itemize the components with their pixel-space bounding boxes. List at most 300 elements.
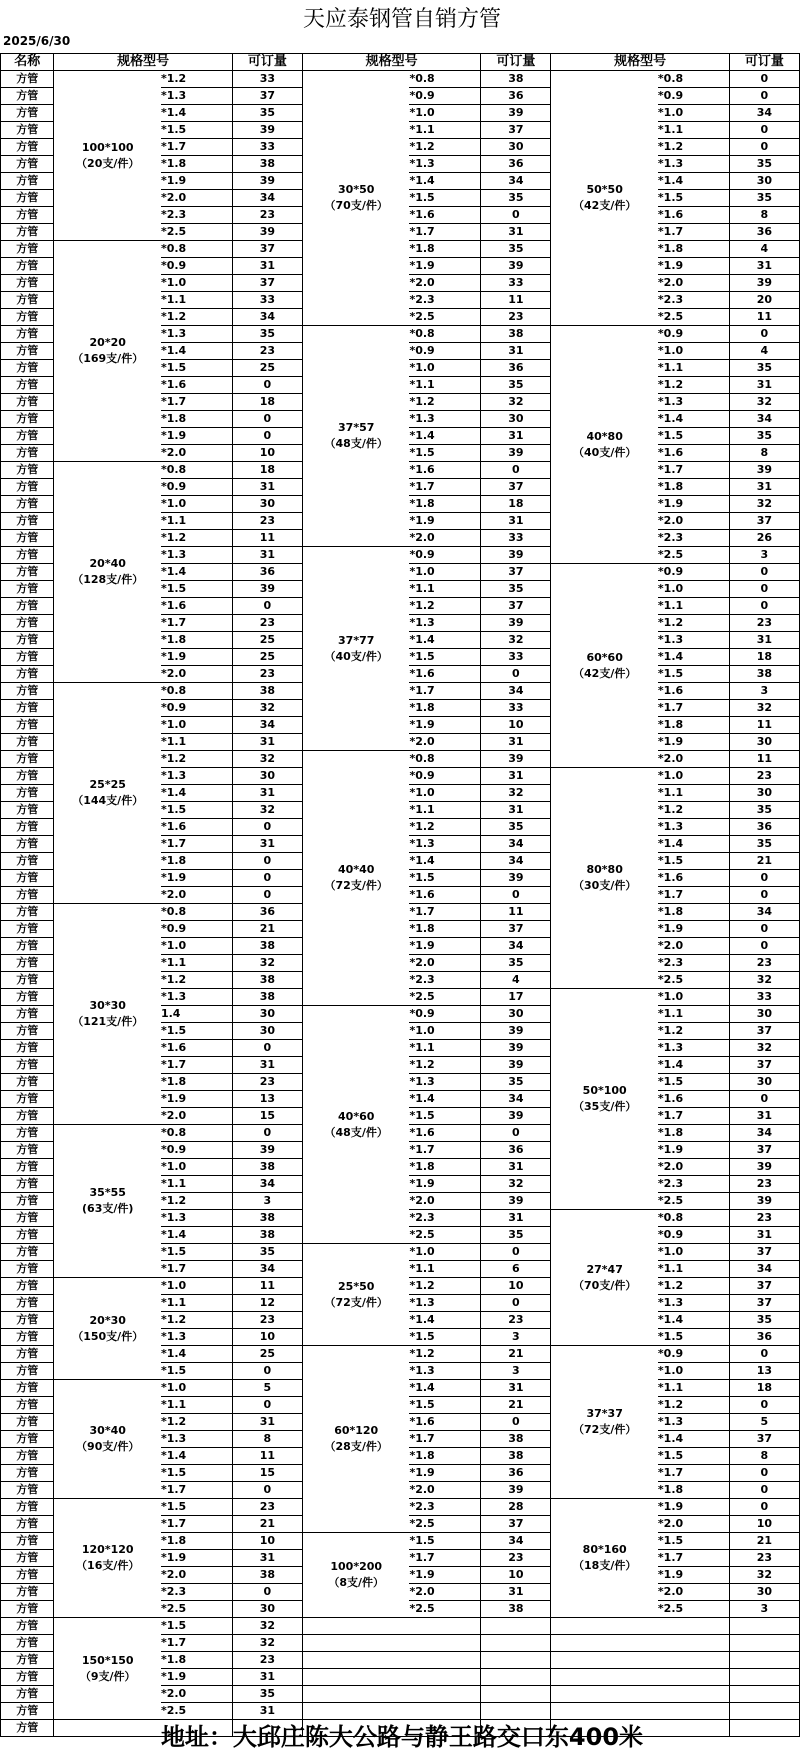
thickness-cell: *1.0	[658, 343, 729, 360]
quantity-cell: 31	[232, 734, 302, 751]
thickness-cell: *1.4	[409, 853, 480, 870]
quantity-cell: 30	[481, 411, 551, 428]
quantity-cell: 26	[729, 530, 799, 547]
quantity-cell: 11	[232, 1278, 302, 1295]
header-spec: 规格型号	[551, 54, 729, 71]
quantity-cell: 31	[481, 1584, 551, 1601]
thickness-cell: *2.3	[658, 955, 729, 972]
thickness-cell: *1.7	[658, 462, 729, 479]
thickness-cell: *2.0	[161, 190, 232, 207]
quantity-cell: 4	[729, 241, 799, 258]
empty-cell	[409, 1635, 480, 1652]
row-name-cell: 方管	[1, 1074, 54, 1091]
thickness-cell: *1.1	[658, 360, 729, 377]
thickness-cell: *1.9	[409, 938, 480, 955]
thickness-cell: *1.6	[161, 1040, 232, 1057]
quantity-cell: 39	[232, 581, 302, 598]
quantity-cell: 4	[729, 343, 799, 360]
thickness-cell: *1.8	[409, 241, 480, 258]
thickness-cell: *1.2	[658, 1023, 729, 1040]
empty-cell	[551, 1635, 658, 1652]
thickness-cell: *1.5	[658, 1074, 729, 1091]
quantity-cell: 30	[729, 1074, 799, 1091]
quantity-cell: 34	[481, 1533, 551, 1550]
spec-pack: （18支/件）	[573, 1559, 637, 1572]
quantity-cell: 0	[232, 1125, 302, 1142]
quantity-cell: 0	[729, 921, 799, 938]
quantity-cell: 31	[232, 1703, 302, 1720]
quantity-cell: 31	[232, 1669, 302, 1686]
thickness-cell: *1.3	[658, 394, 729, 411]
row-name-cell: 方管	[1, 224, 54, 241]
thickness-cell: *1.0	[658, 989, 729, 1006]
quantity-cell: 18	[729, 1380, 799, 1397]
thickness-cell: *2.5	[658, 547, 729, 564]
thickness-cell: *1.5	[161, 1499, 232, 1516]
spec-size: 35*55	[89, 1186, 126, 1199]
quantity-cell: 0	[232, 819, 302, 836]
table-header-row	[1, 54, 800, 71]
row-name-cell: 方管	[1, 836, 54, 853]
spec-size: 27*47	[586, 1262, 623, 1276]
quantity-cell: 37	[729, 1244, 799, 1261]
quantity-cell: 35	[481, 581, 551, 598]
thickness-cell: *1.9	[658, 1567, 729, 1584]
row-name-cell: 方管	[1, 1567, 54, 1584]
thickness-cell: *0.9	[161, 1142, 232, 1159]
quantity-cell: 32	[481, 632, 551, 649]
thickness-cell: *2.3	[409, 1499, 480, 1516]
spec-size: 80*80	[586, 863, 623, 876]
thickness-cell: *2.5	[658, 972, 729, 989]
quantity-cell: 23	[481, 309, 551, 326]
quantity-cell: 0	[729, 1499, 799, 1516]
quantity-cell: 0	[729, 1482, 799, 1499]
row-name-cell: 方管	[1, 1312, 54, 1329]
quantity-cell: 18	[481, 496, 551, 513]
thickness-cell: *1.9	[658, 734, 729, 751]
row-name-cell: 方管	[1, 1227, 54, 1244]
thickness-cell: *1.0	[658, 1244, 729, 1261]
quantity-cell: 0	[232, 411, 302, 428]
spec-group-label	[551, 768, 658, 989]
quantity-cell: 23	[729, 1176, 799, 1193]
spec-size: 40*60	[338, 1109, 375, 1123]
quantity-cell: 32	[729, 700, 799, 717]
thickness-cell: *1.4	[409, 632, 480, 649]
thickness-cell: *1.8	[409, 700, 480, 717]
spec-group-label	[302, 1346, 409, 1533]
quantity-cell: 8	[729, 207, 799, 224]
spec-size: 37*77	[338, 633, 375, 647]
thickness-cell: *1.4	[409, 1091, 480, 1108]
row-name-cell: 方管	[1, 1584, 54, 1601]
thickness-cell: *1.3	[658, 1414, 729, 1431]
quantity-cell: 32	[729, 972, 799, 989]
thickness-cell: *2.3	[161, 207, 232, 224]
quantity-cell: 30	[232, 1023, 302, 1040]
thickness-cell: *1.9	[409, 258, 480, 275]
quantity-cell: 34	[481, 683, 551, 700]
quantity-cell: 21	[232, 1516, 302, 1533]
quantity-cell: 31	[729, 632, 799, 649]
spec-pack: （40支/件）	[573, 445, 637, 459]
spec-size: 25*25	[89, 778, 126, 791]
row-name-cell: 方管	[1, 1703, 54, 1720]
thickness-cell: *2.0	[409, 1482, 480, 1499]
row-name-cell: 方管	[1, 326, 54, 343]
quantity-cell: 11	[729, 717, 799, 734]
spec-size: 120*120	[81, 1543, 134, 1556]
quantity-cell: 5	[232, 1380, 302, 1397]
thickness-cell: 1.4	[161, 1006, 232, 1023]
quantity-cell: 3	[729, 683, 799, 700]
thickness-cell: *1.6	[409, 207, 480, 224]
thickness-cell: *1.6	[658, 870, 729, 887]
quantity-cell: 31	[232, 785, 302, 802]
spec-group-label	[302, 751, 409, 1006]
row-name-cell: 方管	[1, 139, 54, 156]
quantity-cell: 21	[232, 921, 302, 938]
thickness-cell: *0.8	[161, 904, 232, 921]
date-label: 2025/6/30	[3, 34, 71, 48]
thickness-cell: *1.2	[409, 819, 480, 836]
thickness-cell: *1.7	[409, 1550, 480, 1567]
thickness-cell: *0.9	[409, 1006, 480, 1023]
thickness-cell: *1.0	[658, 1363, 729, 1380]
thickness-cell: *1.5	[161, 1618, 232, 1635]
thickness-cell: *1.2	[658, 1278, 729, 1295]
spec-size: 25*50	[338, 1279, 375, 1293]
thickness-cell: *0.9	[658, 326, 729, 343]
row-name-cell: 方管	[1, 1414, 54, 1431]
quantity-cell: 21	[481, 1397, 551, 1414]
thickness-cell: *1.9	[409, 1465, 480, 1482]
quantity-cell: 23	[481, 1550, 551, 1567]
thickness-cell: *1.3	[161, 768, 232, 785]
thickness-cell: *1.4	[409, 1312, 480, 1329]
quantity-cell: 34	[729, 1125, 799, 1142]
quantity-cell: 31	[481, 428, 551, 445]
quantity-cell: 33	[232, 71, 302, 88]
quantity-cell: 35	[729, 190, 799, 207]
quantity-cell: 12	[232, 1295, 302, 1312]
quantity-cell: 25	[232, 649, 302, 666]
thickness-cell: *1.2	[658, 139, 729, 156]
quantity-cell: 31	[481, 343, 551, 360]
quantity-cell: 32	[481, 785, 551, 802]
row-name-cell: 方管	[1, 1006, 54, 1023]
thickness-cell: *1.7	[409, 1142, 480, 1159]
thickness-cell: *1.5	[409, 649, 480, 666]
thickness-cell: *1.7	[161, 615, 232, 632]
thickness-cell: *1.1	[409, 377, 480, 394]
empty-cell	[729, 1686, 799, 1703]
quantity-cell: 32	[232, 955, 302, 972]
thickness-cell: *0.8	[161, 1125, 232, 1142]
quantity-cell: 34	[481, 853, 551, 870]
quantity-cell: 32	[481, 394, 551, 411]
thickness-cell: *1.7	[409, 224, 480, 241]
row-name-cell: 方管	[1, 479, 54, 496]
quantity-cell: 39	[481, 258, 551, 275]
spec-group-label	[551, 564, 658, 768]
quantity-cell: 36	[232, 904, 302, 921]
quantity-cell: 0	[481, 1295, 551, 1312]
thickness-cell: *2.5	[161, 1703, 232, 1720]
quantity-cell: 34	[481, 938, 551, 955]
thickness-cell: *1.7	[658, 224, 729, 241]
quantity-cell: 38	[729, 666, 799, 683]
quantity-cell: 39	[481, 870, 551, 887]
thickness-cell: *1.3	[161, 1431, 232, 1448]
quantity-cell: 34	[232, 1261, 302, 1278]
row-name-cell: 方管	[1, 258, 54, 275]
quantity-cell: 25	[232, 1346, 302, 1363]
thickness-cell: *1.0	[658, 768, 729, 785]
row-name-cell: 方管	[1, 1397, 54, 1414]
spec-size: 37*57	[338, 421, 375, 434]
quantity-cell: 0	[729, 598, 799, 615]
quantity-cell: 15	[232, 1465, 302, 1482]
row-name-cell: 方管	[1, 1448, 54, 1465]
quantity-cell: 39	[232, 224, 302, 241]
quantity-cell: 31	[232, 1550, 302, 1567]
thickness-cell: *1.8	[161, 1652, 232, 1669]
quantity-cell: 30	[232, 1006, 302, 1023]
quantity-cell: 39	[481, 615, 551, 632]
table-row	[1, 1618, 800, 1635]
thickness-cell: *1.4	[161, 1227, 232, 1244]
quantity-cell: 0	[232, 1584, 302, 1601]
thickness-cell: *2.5	[658, 309, 729, 326]
quantity-cell: 39	[481, 1023, 551, 1040]
spec-group-label	[54, 462, 161, 683]
thickness-cell: *2.0	[409, 1193, 480, 1210]
thickness-cell: *1.0	[161, 275, 232, 292]
spec-pack: （72支/件）	[573, 1423, 637, 1436]
quantity-cell: 39	[729, 275, 799, 292]
quantity-cell: 23	[232, 343, 302, 360]
thickness-cell: *1.3	[658, 1040, 729, 1057]
quantity-cell: 35	[729, 802, 799, 819]
quantity-cell: 21	[481, 1346, 551, 1363]
quantity-cell: 37	[481, 479, 551, 496]
quantity-cell: 31	[729, 377, 799, 394]
thickness-cell: *1.2	[161, 1193, 232, 1210]
thickness-cell: *2.0	[409, 955, 480, 972]
spec-pack: （72支/件）	[324, 879, 388, 892]
thickness-cell: *1.7	[658, 1465, 729, 1482]
quantity-cell: 21	[729, 853, 799, 870]
quantity-cell: 34	[481, 173, 551, 190]
row-name-cell: 方管	[1, 292, 54, 309]
quantity-cell: 31	[232, 836, 302, 853]
spec-pack: （150支/件）	[72, 1329, 144, 1343]
thickness-cell: *1.2	[409, 598, 480, 615]
thickness-cell: *1.4	[409, 428, 480, 445]
quantity-cell: 15	[232, 1108, 302, 1125]
header-qty: 可订量	[481, 54, 551, 71]
row-name-cell: 方管	[1, 360, 54, 377]
thickness-cell: *1.5	[161, 1465, 232, 1482]
thickness-cell: *1.5	[409, 1533, 480, 1550]
spec-pack: (63支/件)	[82, 1202, 134, 1215]
quantity-cell: 0	[232, 377, 302, 394]
quantity-cell: 0	[729, 88, 799, 105]
quantity-cell: 0	[481, 1414, 551, 1431]
quantity-cell: 35	[481, 955, 551, 972]
quantity-cell: 23	[232, 1074, 302, 1091]
thickness-cell: *1.0	[161, 717, 232, 734]
thickness-cell: *1.4	[161, 1346, 232, 1363]
quantity-cell: 23	[232, 1499, 302, 1516]
empty-cell	[481, 1618, 551, 1635]
quantity-cell: 13	[232, 1091, 302, 1108]
thickness-cell: *1.0	[161, 1278, 232, 1295]
spec-pack: （144支/件）	[72, 794, 144, 807]
quantity-cell: 23	[729, 615, 799, 632]
thickness-cell: *1.9	[409, 1567, 480, 1584]
empty-cell	[481, 1635, 551, 1652]
thickness-cell: *1.1	[658, 1380, 729, 1397]
thickness-cell: *1.3	[658, 632, 729, 649]
quantity-cell: 34	[729, 105, 799, 122]
thickness-cell: *1.0	[409, 564, 480, 581]
spec-pack: （20支/件）	[76, 156, 140, 170]
empty-cell	[729, 1669, 799, 1686]
thickness-cell: *0.9	[658, 1346, 729, 1363]
quantity-cell: 31	[729, 1227, 799, 1244]
thickness-cell: *1.2	[658, 802, 729, 819]
thickness-cell: *2.0	[409, 530, 480, 547]
empty-cell	[302, 1686, 409, 1703]
row-name-cell: 方管	[1, 1210, 54, 1227]
quantity-cell: 36	[481, 88, 551, 105]
thickness-cell: *2.3	[658, 1176, 729, 1193]
spec-group-label	[302, 326, 409, 547]
thickness-cell: *1.7	[161, 1261, 232, 1278]
thickness-cell: *1.7	[658, 1108, 729, 1125]
spec-pack: （42支/件）	[573, 666, 637, 680]
row-name-cell: 方管	[1, 955, 54, 972]
thickness-cell: *0.9	[161, 258, 232, 275]
row-name-cell: 方管	[1, 275, 54, 292]
thickness-cell: *1.7	[409, 1431, 480, 1448]
thickness-cell: *1.2	[161, 71, 232, 88]
thickness-cell: *1.1	[409, 802, 480, 819]
thickness-cell: *1.5	[658, 1533, 729, 1550]
thickness-cell: *1.5	[658, 1448, 729, 1465]
spec-group-label	[54, 1618, 161, 1720]
thickness-cell: *1.6	[658, 445, 729, 462]
thickness-cell: *1.2	[409, 1278, 480, 1295]
thickness-cell: *0.8	[161, 683, 232, 700]
thickness-cell: *1.3	[409, 1074, 480, 1091]
quantity-cell: 30	[232, 768, 302, 785]
row-name-cell: 方管	[1, 445, 54, 462]
spec-size: 100*200	[330, 1560, 383, 1573]
quantity-cell: 35	[481, 241, 551, 258]
quantity-cell: 23	[481, 1312, 551, 1329]
thickness-cell: *0.8	[409, 751, 480, 768]
thickness-cell: *1.5	[161, 581, 232, 598]
thickness-cell: *0.8	[409, 326, 480, 343]
thickness-cell: *1.1	[161, 1176, 232, 1193]
quantity-cell: 34	[481, 1091, 551, 1108]
row-name-cell: 方管	[1, 1720, 54, 1737]
quantity-cell: 0	[729, 870, 799, 887]
quantity-cell: 10	[481, 1567, 551, 1584]
quantity-cell: 37	[232, 88, 302, 105]
thickness-cell: *1.4	[658, 1431, 729, 1448]
thickness-cell: *1.8	[658, 241, 729, 258]
quantity-cell: 11	[481, 292, 551, 309]
thickness-cell: *2.3	[409, 1210, 480, 1227]
empty-cell	[481, 1669, 551, 1686]
quantity-cell: 37	[729, 1431, 799, 1448]
thickness-cell: *1.5	[658, 666, 729, 683]
row-name-cell: 方管	[1, 921, 54, 938]
thickness-cell: *1.2	[658, 615, 729, 632]
spec-pack: （70支/件）	[324, 199, 388, 212]
header-name: 名称	[1, 54, 54, 71]
quantity-cell: 0	[232, 428, 302, 445]
thickness-cell: *1.7	[658, 1550, 729, 1567]
empty-cell	[729, 1618, 799, 1635]
row-name-cell: 方管	[1, 1482, 54, 1499]
quantity-cell: 23	[232, 1312, 302, 1329]
row-name-cell: 方管	[1, 683, 54, 700]
quantity-cell: 36	[481, 1465, 551, 1482]
thickness-cell: *1.9	[409, 513, 480, 530]
thickness-cell: *1.5	[161, 122, 232, 139]
thickness-cell: *2.3	[409, 972, 480, 989]
quantity-cell: 10	[232, 1533, 302, 1550]
thickness-cell: *1.1	[658, 785, 729, 802]
quantity-cell: 37	[481, 598, 551, 615]
spec-pack: （16支/件）	[76, 1559, 140, 1572]
thickness-cell: *1.8	[409, 921, 480, 938]
thickness-cell: *0.8	[161, 241, 232, 258]
row-name-cell: 方管	[1, 632, 54, 649]
spec-size: 50*50	[586, 183, 623, 196]
quantity-cell: 35	[481, 377, 551, 394]
quantity-cell: 31	[232, 1057, 302, 1074]
quantity-cell: 31	[481, 1210, 551, 1227]
row-name-cell: 方管	[1, 649, 54, 666]
quantity-cell: 25	[232, 360, 302, 377]
quantity-cell: 30	[729, 1006, 799, 1023]
quantity-cell: 23	[729, 1550, 799, 1567]
thickness-cell: *1.9	[161, 173, 232, 190]
spec-size: 40*80	[586, 429, 623, 443]
thickness-cell: *1.8	[161, 156, 232, 173]
row-name-cell: 方管	[1, 870, 54, 887]
quantity-cell: 0	[232, 887, 302, 904]
thickness-cell: *1.3	[409, 836, 480, 853]
quantity-cell: 23	[232, 207, 302, 224]
row-name-cell: 方管	[1, 428, 54, 445]
thickness-cell: *1.8	[658, 1482, 729, 1499]
quantity-cell: 0	[232, 1397, 302, 1414]
spec-pack: （35支/件）	[573, 1100, 637, 1113]
thickness-cell: *1.7	[161, 1516, 232, 1533]
spec-size: 50*100	[582, 1084, 627, 1097]
thickness-cell: *1.9	[409, 717, 480, 734]
quantity-cell: 31	[481, 734, 551, 751]
quantity-cell: 8	[232, 1431, 302, 1448]
